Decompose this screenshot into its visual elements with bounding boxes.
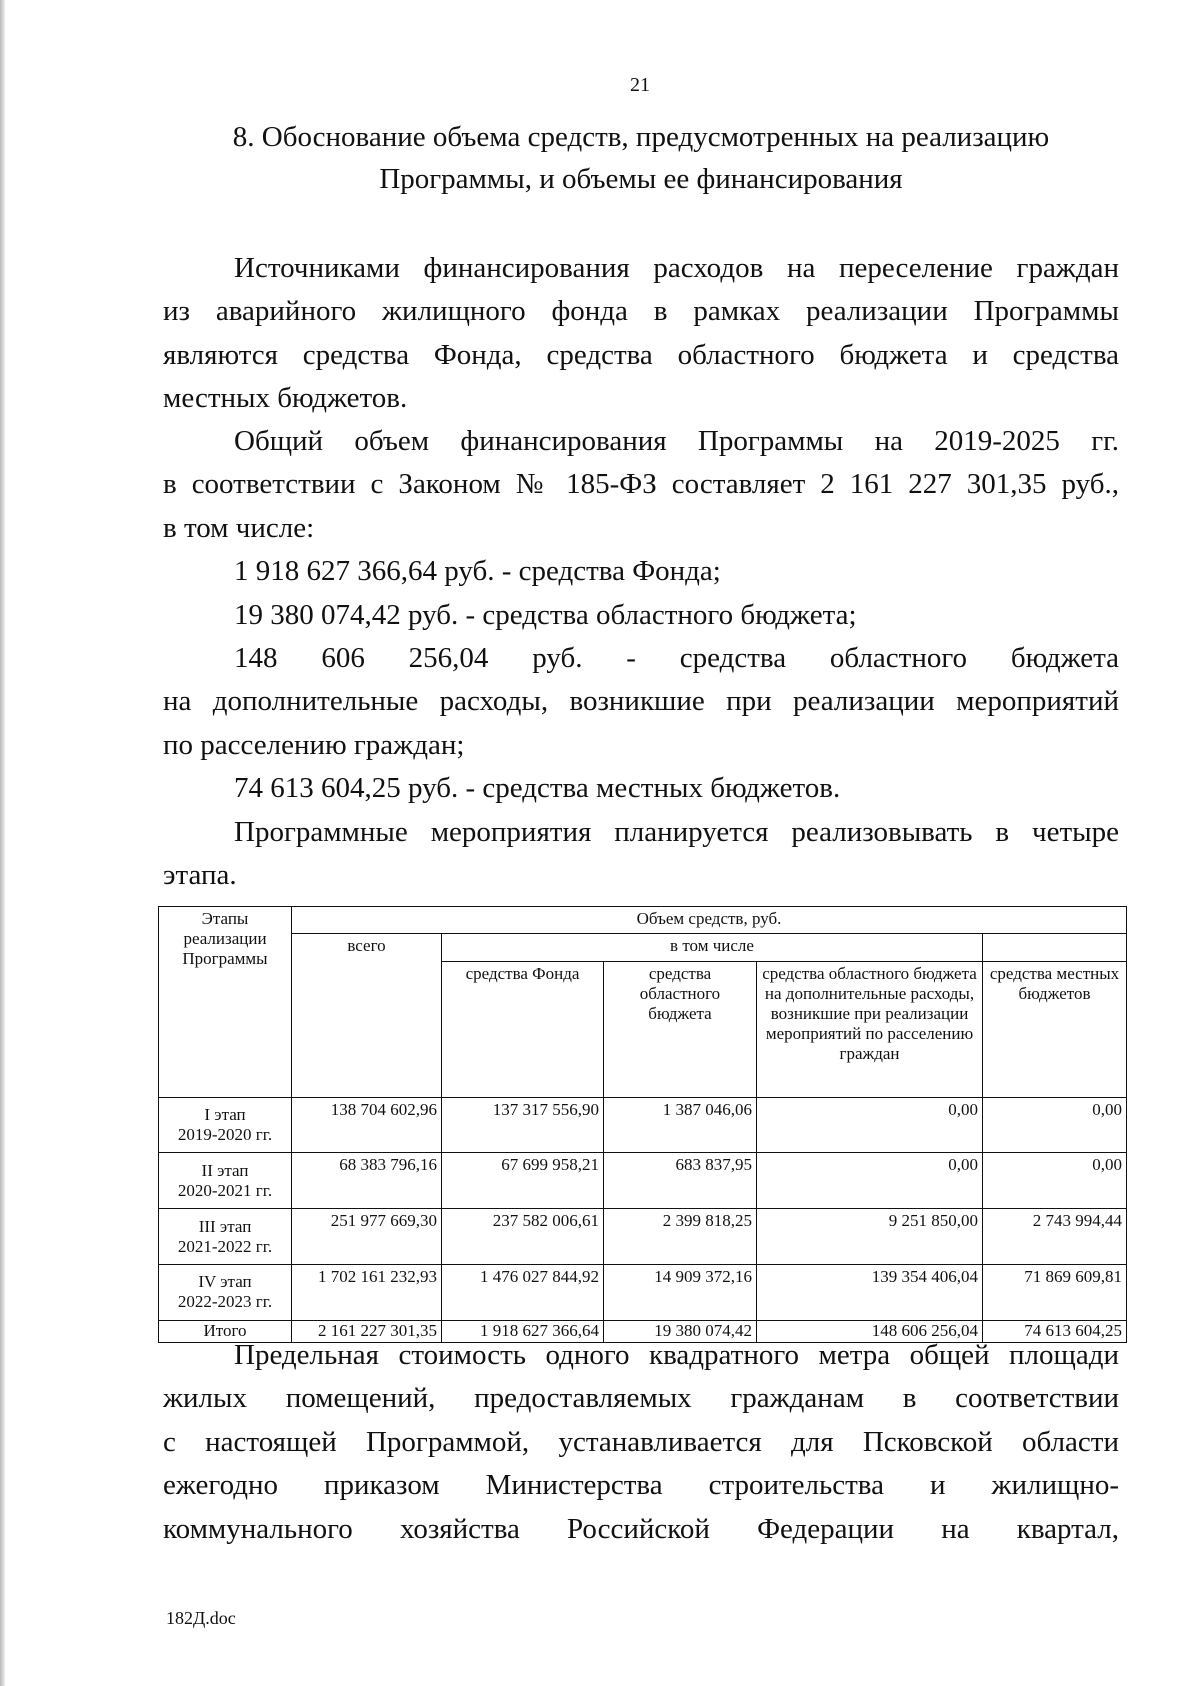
cell-regional-extra: 9 251 850,00 — [757, 1209, 983, 1265]
table-row — [159, 1264, 1127, 1320]
stage-cell — [159, 1097, 292, 1153]
text-line: являются средства Фонда, средства областного бюджета и средства — [163, 338, 1119, 371]
cell-total: 138 704 602,96 — [292, 1097, 442, 1153]
text-line: жилых помещений, предоставляемых гражданам в соответствии — [163, 1382, 1119, 1415]
cell-regional: 2 399 818,25 — [604, 1209, 757, 1265]
table-row — [159, 1153, 1127, 1209]
cell-local: 71 869 609,81 — [983, 1264, 1127, 1320]
header-local: средства местных бюджетов — [983, 961, 1127, 1097]
stage-label: IV этап — [198, 1272, 252, 1292]
paragraph-funding-volume — [163, 420, 1119, 897]
cell-total: 1 702 161 232,93 — [292, 1264, 442, 1320]
cell-regional-extra: 0,00 — [757, 1097, 983, 1153]
text-line: Источниками финансирования расходов на переселение граждан — [234, 252, 1119, 284]
cell-local: 2 743 994,44 — [983, 1209, 1127, 1265]
stage-label: III этап — [198, 1216, 252, 1236]
cell-fund: 1 476 027 844,92 — [442, 1264, 604, 1320]
table-header-row — [159, 907, 1127, 934]
header-total: всего — [292, 934, 442, 1097]
stage-years: 2021-2022 гг. — [177, 1236, 273, 1256]
stage-cell — [159, 1264, 292, 1320]
cell-regional-extra: 0,00 — [757, 1153, 983, 1209]
total-local: 74 613 604,25 — [983, 1320, 1127, 1342]
cell-local: 0,00 — [983, 1097, 1127, 1153]
text-line: 19 380 074,42 руб. - средства областного бюджета; — [234, 598, 857, 631]
text-line: из аварийного жилищного фонда в рамках реализации Программы — [163, 295, 1119, 328]
cell-fund: 67 699 958,21 — [442, 1153, 604, 1209]
text-line: Общий объем финансирования Программы на 2019-2025 гг. — [234, 425, 1119, 457]
text-line: Предельная стоимость одного квадратного метра общей площади — [234, 1339, 1119, 1371]
total-regional: 19 380 074,42 — [604, 1320, 757, 1342]
header-empty-cell — [983, 934, 1127, 961]
text-line: 148 606 256,04 руб. - средства областного бюджета — [234, 642, 1119, 675]
cell-total: 251 977 669,30 — [292, 1209, 442, 1265]
funding-table — [158, 906, 1127, 1343]
footer-filename: 182Д.doc — [166, 1608, 236, 1628]
header-regional-extra: средства областного бюджета на дополнительные расходы, возникшие при реализации мероприятий по расселению граждан — [757, 961, 983, 1097]
text-line: 1 918 627 366,64 руб. - средства Фонда; — [234, 555, 721, 588]
text-line: по расселению граждан; — [163, 728, 465, 761]
heading-line-2: Программы, и объемы ее финансирования — [379, 163, 903, 195]
heading-line-1: 8. Обоснование объема средств, предусмотренных на реализацию — [232, 121, 1050, 153]
text-line: этапа. — [163, 859, 237, 892]
stage-years: 2022-2023 гг. — [177, 1292, 273, 1312]
text-line: на дополнительные расходы, возникшие при реализации мероприятий — [163, 685, 1119, 718]
header-volume: Объем средств, руб. — [292, 907, 1127, 934]
scan-edge — [0, 0, 5, 1686]
text-line: ежегодно приказом Министерства строительства и жилищно- — [163, 1469, 1119, 1502]
stage-years: 2020-2021 гг. — [177, 1180, 273, 1200]
header-including: в том числе — [442, 934, 983, 961]
header-regional: средства областного бюджета — [604, 961, 757, 1097]
stage-cell — [159, 1209, 292, 1265]
stage-label: I этап — [204, 1104, 246, 1124]
header-fund: средства Фонда — [442, 961, 604, 1097]
stage-cell — [159, 1153, 292, 1209]
text-line: в том числе: — [163, 511, 315, 544]
total-label: Итого — [159, 1320, 292, 1342]
total-regional-extra: 148 606 256,04 — [757, 1320, 983, 1342]
text-line: местных бюджетов. — [163, 382, 408, 415]
cell-total: 68 383 796,16 — [292, 1153, 442, 1209]
cell-fund: 137 317 556,90 — [442, 1097, 604, 1153]
cell-regional: 683 837,95 — [604, 1153, 757, 1209]
cell-regional: 1 387 046,06 — [604, 1097, 757, 1153]
cell-regional-extra: 139 354 406,04 — [757, 1264, 983, 1320]
header-stage: Этапы реализации Программы — [159, 907, 292, 1098]
text-line: 74 613 604,25 руб. - средства местных бюджетов. — [234, 772, 841, 805]
text-line: Программные мероприятия планируется реализовывать в четыре — [234, 815, 1119, 848]
table-row — [159, 1097, 1127, 1153]
total-total: 2 161 227 301,35 — [292, 1320, 442, 1342]
cell-fund: 237 582 006,61 — [442, 1209, 604, 1265]
table-header-row — [159, 934, 1127, 961]
text-line: коммунального хозяйства Российской Федерации на квартал, — [163, 1512, 1119, 1545]
text-line: с настоящей Программой, устанавливается для Псковской области — [163, 1425, 1119, 1458]
total-fund: 1 918 627 366,64 — [442, 1320, 604, 1342]
cell-regional: 14 909 372,16 — [604, 1264, 757, 1320]
table-row — [159, 1209, 1127, 1265]
section-heading — [163, 116, 1119, 200]
paragraph-max-cost — [163, 1334, 1119, 1551]
stage-years: 2019-2020 гг. — [177, 1124, 273, 1144]
stage-label: II этап — [201, 1160, 249, 1180]
page-number: 21 — [630, 74, 650, 96]
paragraph-funding-sources — [163, 247, 1119, 421]
text-line: в соответствии с Законом № 185-ФЗ составляет 2 161 227 301,35 руб., — [163, 468, 1119, 501]
cell-local: 0,00 — [983, 1153, 1127, 1209]
